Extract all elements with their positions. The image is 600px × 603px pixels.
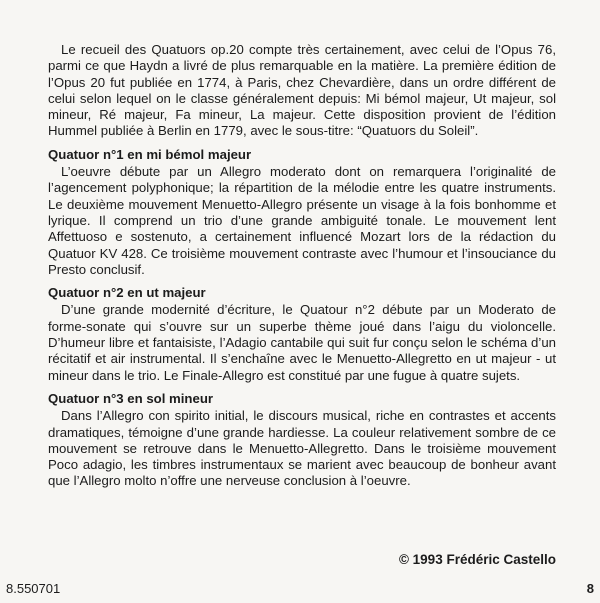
section-heading-quatuor-1: Quatuor n°1 en mi bémol majeur [48,146,252,162]
intro-paragraph: Le recueil des Quatuors op.20 compte très certainement, avec celui de l’Opus 76, parmi ce que Haydn a livré de plus remarquable en la matière. La première édition de l’Opus 20 fut publiée en 1774, à Paris, chez Chevardière, dans un ordre différent de celui selon lequel on le classe généralement depuis: Mi bémol majeur, Ut majeur, sol mineur, Ré majeur, Fa mineur, La majeur. Cette disposition provient de l’édition Hummel publiée à Berlin en 1779, avec le sous-titre: “Quatuors du Soleil”. [48,42,556,139]
section-text-quatuor-1: L’oeuvre débute par un Allegro moderato dont on remarquera l’originalité de l’agencement polyphonique; la répartition de la mélodie entre les quatre instruments. Le deuxième mouvement Menuetto-Allegro présente un visage à la fois bonhomme et lyrique. Il comprend un trio d’une grande ambiguité tonale. Le mouvement lent Affettuoso e sostenuto, a certainement influencé Mozart lors de la rédaction du Quatuor KV 428. Ce troisième mouvement contraste avec l’humour et l’insouciance du Presto conclusif. [48,164,556,277]
catalog-number: 8.550701 [6,581,61,596]
section-heading-quatuor-2: Quatuor n°2 en ut majeur [48,285,206,301]
booklet-text [48,42,556,490]
section-heading-quatuor-3: Quatuor n°3 en sol mineur [48,390,214,406]
copyright-notice: © 1993 Frédéric Castello [398,552,556,567]
section-text-quatuor-3: Dans l’Allegro con spirito initial, le discours musical, riche en contrastes et accents dramatiques, témoigne d’une grande hardiesse. La couleur relativement sombre de ce mouvement se retrouve dans le Menuetto-Allegretto. Dans le troisième mouvement Poco adagio, les timbres instrumentaux se marient avec beaucoup de bonheur avant que l’Allegro molto n’offre une nerveuse conclusion à l’oeuvre. [48,408,556,489]
page-number: 8 [586,581,594,596]
section-text-quatuor-2: D’une grande modernité d’écriture, le Quatour n°2 débute par un Moderato de forme-sonate qui s’ouvre sur un superbe thème joué dans l’aigu du violoncelle. D’humeur libre et fantaisiste, l’Adagio cantabile qui suit fur conçu selon le schéma d’un récitatif et air instrumental. Il s’enchaîne avec le Menuetto-Allegretto en ut majeur - ut mineur dans le trio. Le Finale-Allegro est constitué par une fugue à quatre sujets. [48,302,556,383]
